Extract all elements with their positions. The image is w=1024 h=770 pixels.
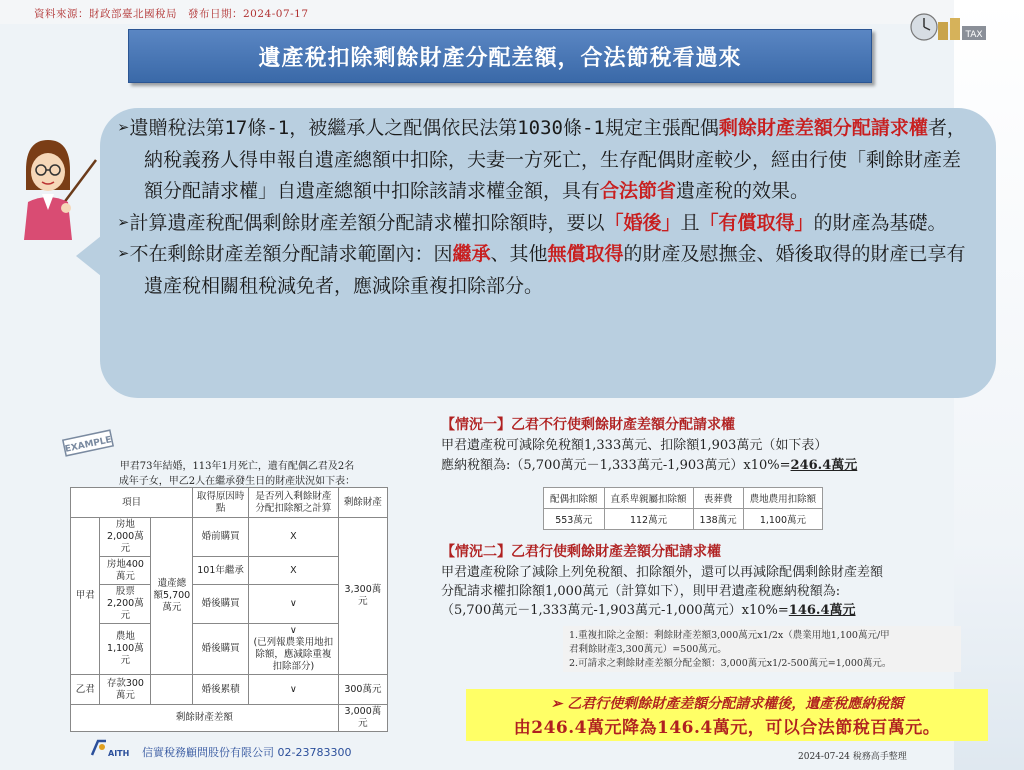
table-row: 房地400萬元 101年繼承 X: [71, 557, 388, 585]
conclusion-box: [466, 689, 988, 741]
source-line: 資料來源：財政部臺北國稅局 發布日期：2024-07-17: [34, 8, 309, 20]
conclusion-line1: ➢ 乙君行使剩餘財產差額分配請求權後，遺產稅應納稅額: [550, 696, 904, 712]
asset-table: [70, 487, 388, 732]
bullet-item: ➢不在剩餘財產差額分配請求範圍內：因繼承、其他無償取得的財產及慰撫金、婚後取得的財產已享有遺產稅相關租稅減免者，應減除重複扣除部分。: [118, 243, 966, 297]
money-tax-icon: [908, 10, 988, 44]
case1-title: 【情況一】乙君不行使剩餘財產差額分配請求權: [441, 417, 735, 433]
case1-line2: 應納稅額為:（5,700萬元－1,333萬元-1,903萬元）x10%=246.4萬元: [441, 458, 858, 473]
bullet-item: ➢遺贈稅法第17條-1，被繼承人之配偶依民法第1030條-1規定主張配偶剩餘財產差額分配請求權者，納稅義務人得申報自遺產總額中扣除，夫妻一方死亡，生存配偶財產較少，經由行使「剩餘財產差額分配請求權」自遺產總額中扣除該請求權金額，具有合法節省遺產稅的效果。: [118, 117, 966, 202]
table-row: 553萬元 112萬元 138萬元 1,100萬元: [544, 509, 823, 530]
table-row: 股票2,200萬元 婚後購買 ∨: [71, 585, 388, 624]
table-row: 乙君 存款300萬元 婚後累積 ∨ 300萬元: [71, 675, 388, 705]
table-row: 甲君 房地2,000萬元 遺產總額5,700萬元 婚前購買 X 3,300萬元: [71, 518, 388, 557]
page-title: 遺產稅扣除剩餘財產分配差額，合法節稅看過來: [258, 45, 742, 71]
case2-line3: （5,700萬元－1,333萬元-1,903萬元-1,000萬元）x10%=146.4萬元: [441, 603, 856, 618]
faith-logo: [88, 737, 130, 759]
example-caption: 甲君73年結婚，113年1月死亡，遺有配偶乙君及2名 成年子女，甲乙2人在繼承發生日的財產狀況如下表：: [118, 461, 356, 487]
case2-result: 146.4萬元: [788, 603, 856, 618]
bullet-item: ➢計算遺產稅配偶剩餘財產差額分配請求權扣除額時，要以「婚後」且「有償取得」的財產為基礎。: [118, 211, 947, 234]
table-row: 剩餘財產差額 3,000萬元: [71, 705, 388, 732]
case1-line1: 甲君遺產稅可減除免稅額1,333萬元、扣除額1,903萬元（如下表）: [441, 438, 828, 453]
svg-text:TAX: TAX: [965, 30, 983, 40]
case2-title: 【情況二】乙君行使剩餘財產差額分配請求權: [441, 544, 721, 560]
case1-result: 246.4萬元: [790, 458, 858, 473]
bubble-text: [118, 113, 976, 302]
title-banner: [128, 29, 872, 83]
deduction-table: [543, 487, 823, 530]
teacher-illustration: [8, 130, 100, 240]
table-header-row: 項目 取得原因時點 是否列入剩餘財產分配扣除額之計算 剩餘財產: [71, 488, 388, 518]
table-row: 農地1,100萬元 婚後購買 ∨ (已列報農業用地扣除額，應減除重複扣除部分): [71, 624, 388, 675]
table-header-row: 配偶扣除額 直系卑親屬扣除額 喪葬費 農地農用扣除額: [544, 488, 823, 509]
svg-text:EXAMPLE: EXAMPLE: [64, 435, 113, 455]
svg-text:AITH: AITH: [108, 749, 130, 758]
footer-company: 信實稅務顧問股份有限公司 02-23783300: [142, 746, 352, 759]
footer-date: 2024-07-24 稅務高手整理: [798, 752, 907, 762]
calculation-note: 1.重複扣除之金額：剩餘財產差額3,000萬元x1/2x（農業用地1,100萬元/甲 君剩餘財產3,300萬元）=500萬元。 2.可請求之剩餘財產差額分配金額：3,000萬元x1/2-500萬元=1,000萬元。: [563, 626, 961, 672]
conclusion-line2: 由246.4萬元降為146.4萬元，可以合法節稅百萬元。: [513, 718, 941, 738]
case2-line2: 分配請求權扣除額1,000萬元（計算如下），則甲君遺產稅應納稅額為:: [441, 584, 841, 599]
example-stamp-icon: [60, 428, 116, 458]
case2-line1: 甲君遺產稅除了減除上列免稅額、扣除額外，還可以再減除配偶剩餘財產差額: [441, 565, 884, 580]
